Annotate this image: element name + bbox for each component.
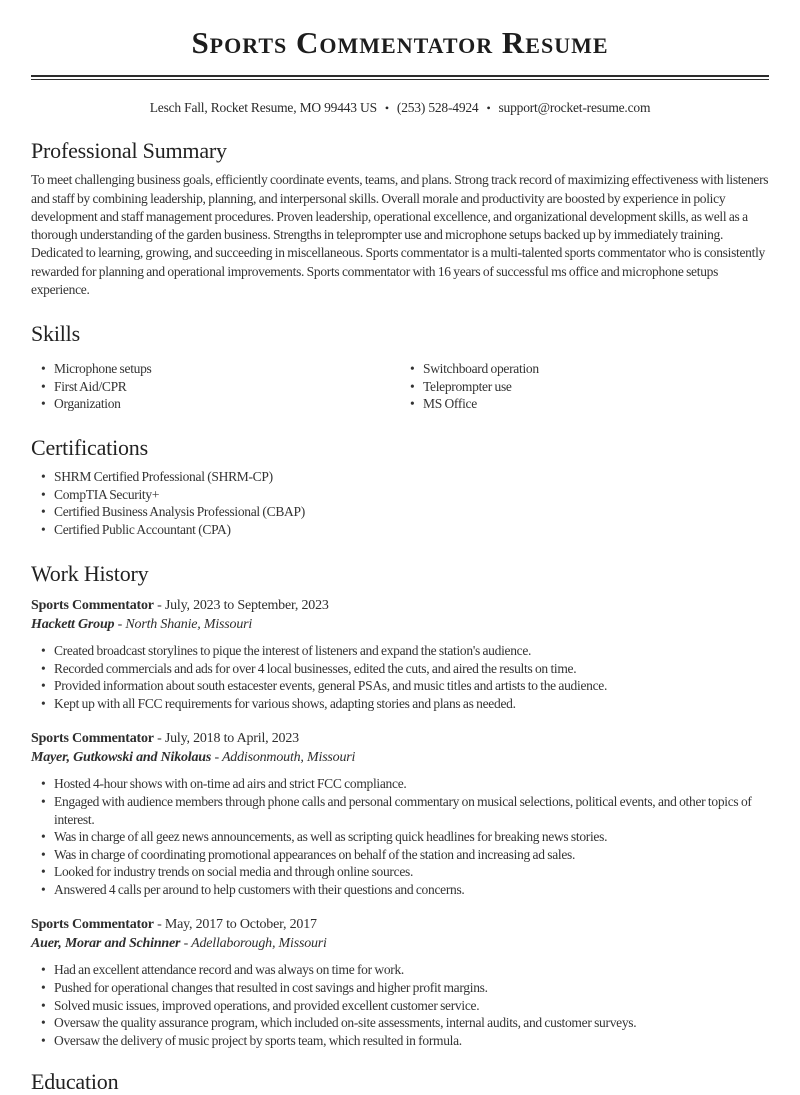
certification-item: • Certified Business Analysis Professional (CBAP) — [54, 503, 769, 521]
job-bullet: • Answered 4 calls per around to help customers with their questions and concerns. — [54, 881, 769, 899]
job-bullet-list — [31, 642, 769, 712]
job-bullet: • Created broadcast storylines to pique the interest of listeners and expand the station's audience. — [54, 642, 769, 660]
job-company-line — [31, 615, 769, 634]
job-company: Mayer, Gutkowski and Nikolaus — [31, 750, 212, 766]
contact-line — [31, 100, 769, 116]
job-bullet: • Provided information about south estacester events, general PSAs, and music titles and artists to the audience. — [54, 677, 769, 695]
job-title-line — [31, 596, 769, 615]
skills-columns — [31, 354, 769, 413]
job-bullet: • Hosted 4-hour shows with on-time ad airs and strict FCC compliance. — [54, 775, 769, 793]
job-bullet: • Engaged with audience members through phone calls and personal commentary on musical selections, political events, and other topics of interest. — [54, 793, 769, 828]
job-bullet: • Pushed for operational changes that resulted in cost savings and higher profit margins. — [54, 979, 769, 997]
job-title: Sports Commentator — [31, 917, 154, 933]
job-bullet-list — [31, 775, 769, 898]
contact-phone: (253) 528-4924 — [396, 100, 479, 116]
job-bullet: • Solved music issues, improved operations, and provided excellent customer service. — [54, 997, 769, 1015]
job-company-line — [31, 934, 769, 953]
skill-item: • Teleprompter use — [423, 378, 769, 396]
job-entry — [31, 729, 769, 898]
job-bullet: • Recorded commercials and ads for over 4 local businesses, edited the cuts, and aired the results on time. — [54, 660, 769, 678]
job-entry — [31, 915, 769, 1049]
skills-column-1 — [31, 354, 400, 413]
skill-item: • First Aid/CPR — [54, 378, 400, 396]
section-heading-certifications: Certifications — [31, 434, 148, 460]
job-company: Auer, Morar and Schinner — [31, 936, 181, 952]
job-bullet: • Was in charge of coordinating promotional appearances on behalf of the station and increasing ad sales. — [54, 846, 769, 864]
bullet-separator: • — [384, 101, 389, 116]
bullet-separator: • — [486, 101, 491, 116]
skill-item: • Switchboard operation — [423, 360, 769, 378]
job-bullet: • Kept up with all FCC requirements for various shows, adapting stories and plans as needed. — [54, 695, 769, 713]
certification-item: • SHRM Certified Professional (SHRM-CP) — [54, 468, 769, 486]
job-bullet-list — [31, 961, 769, 1049]
contact-email: support@rocket-resume.com — [498, 100, 651, 116]
skill-item: • Organization — [54, 395, 400, 413]
section-heading-work-history: Work History — [31, 560, 149, 586]
section-heading-professional-summary: Professional Summary — [31, 138, 227, 164]
job-bullet: • Looked for industry trends on social media and through online sources. — [54, 863, 769, 881]
section-heading-education: Education — [31, 1069, 119, 1095]
section-heading-skills: Skills — [31, 320, 80, 346]
certification-item: • CompTIA Security+ — [54, 486, 769, 504]
job-company-line — [31, 748, 769, 767]
job-location: - North Shanie, Missouri — [117, 616, 253, 632]
job-title: Sports Commentator — [31, 597, 154, 613]
job-bullet: • Oversaw the delivery of music project by sports team, which resulted in formula. — [54, 1032, 769, 1050]
skill-item: • MS Office — [423, 395, 769, 413]
resume-page — [0, 24, 800, 1095]
job-title: Sports Commentator — [31, 731, 154, 747]
job-title-line — [31, 915, 769, 934]
job-period: - July, 2023 to September, 2023 — [157, 597, 329, 613]
job-bullet: • Oversaw the quality assurance program, which included on-site assessments, internal audits, and customer surveys. — [54, 1014, 769, 1032]
skills-column-2 — [400, 354, 769, 413]
header-divider — [31, 75, 769, 80]
resume-title: Sports Commentator Resume — [191, 25, 609, 60]
job-bullet: • Was in charge of all geez news announcements, as well as scripting quick headlines for breaking news stories. — [54, 828, 769, 846]
job-company: Hackett Group — [31, 616, 115, 632]
job-period: - May, 2017 to October, 2017 — [157, 917, 317, 933]
job-bullet: • Had an excellent attendance record and was always on time for work. — [54, 961, 769, 979]
job-title-line — [31, 729, 769, 748]
certification-item: • Certified Public Accountant (CPA) — [54, 521, 769, 539]
contact-address: Lesch Fall, Rocket Resume, MO 99443 US — [149, 100, 377, 116]
summary-text: To meet challenging business goals, efficiently coordinate events, teams, and plans. Strong track record of maximizing effectiveness with listeners and staff by combining leadership, planning, and interpersonal skills. Overall morale and productivity are boosted by experience in policy development and staff management procedures. Proven leadership, operational excellence, and organizational development skills, as well as a thorough understanding of the garden business. Strengths in teleprompter use and microphone setups backed up by immediately training. Dedicated to learning, growing, and succeeding in miscellaneous. Sports commentator is a multi-talented sports commentator who is consistently rewarded for planning and operational improvements. Sports commentator with 16 years of successful ms office and microphone setups experience. — [31, 172, 769, 297]
job-location: - Addisonmouth, Missouri — [214, 750, 356, 766]
job-location: - Adellaborough, Missouri — [183, 936, 327, 952]
certifications-list — [31, 468, 769, 538]
job-entry — [31, 596, 769, 712]
job-period: - July, 2018 to April, 2023 — [157, 731, 299, 747]
skill-item: • Microphone setups — [54, 360, 400, 378]
